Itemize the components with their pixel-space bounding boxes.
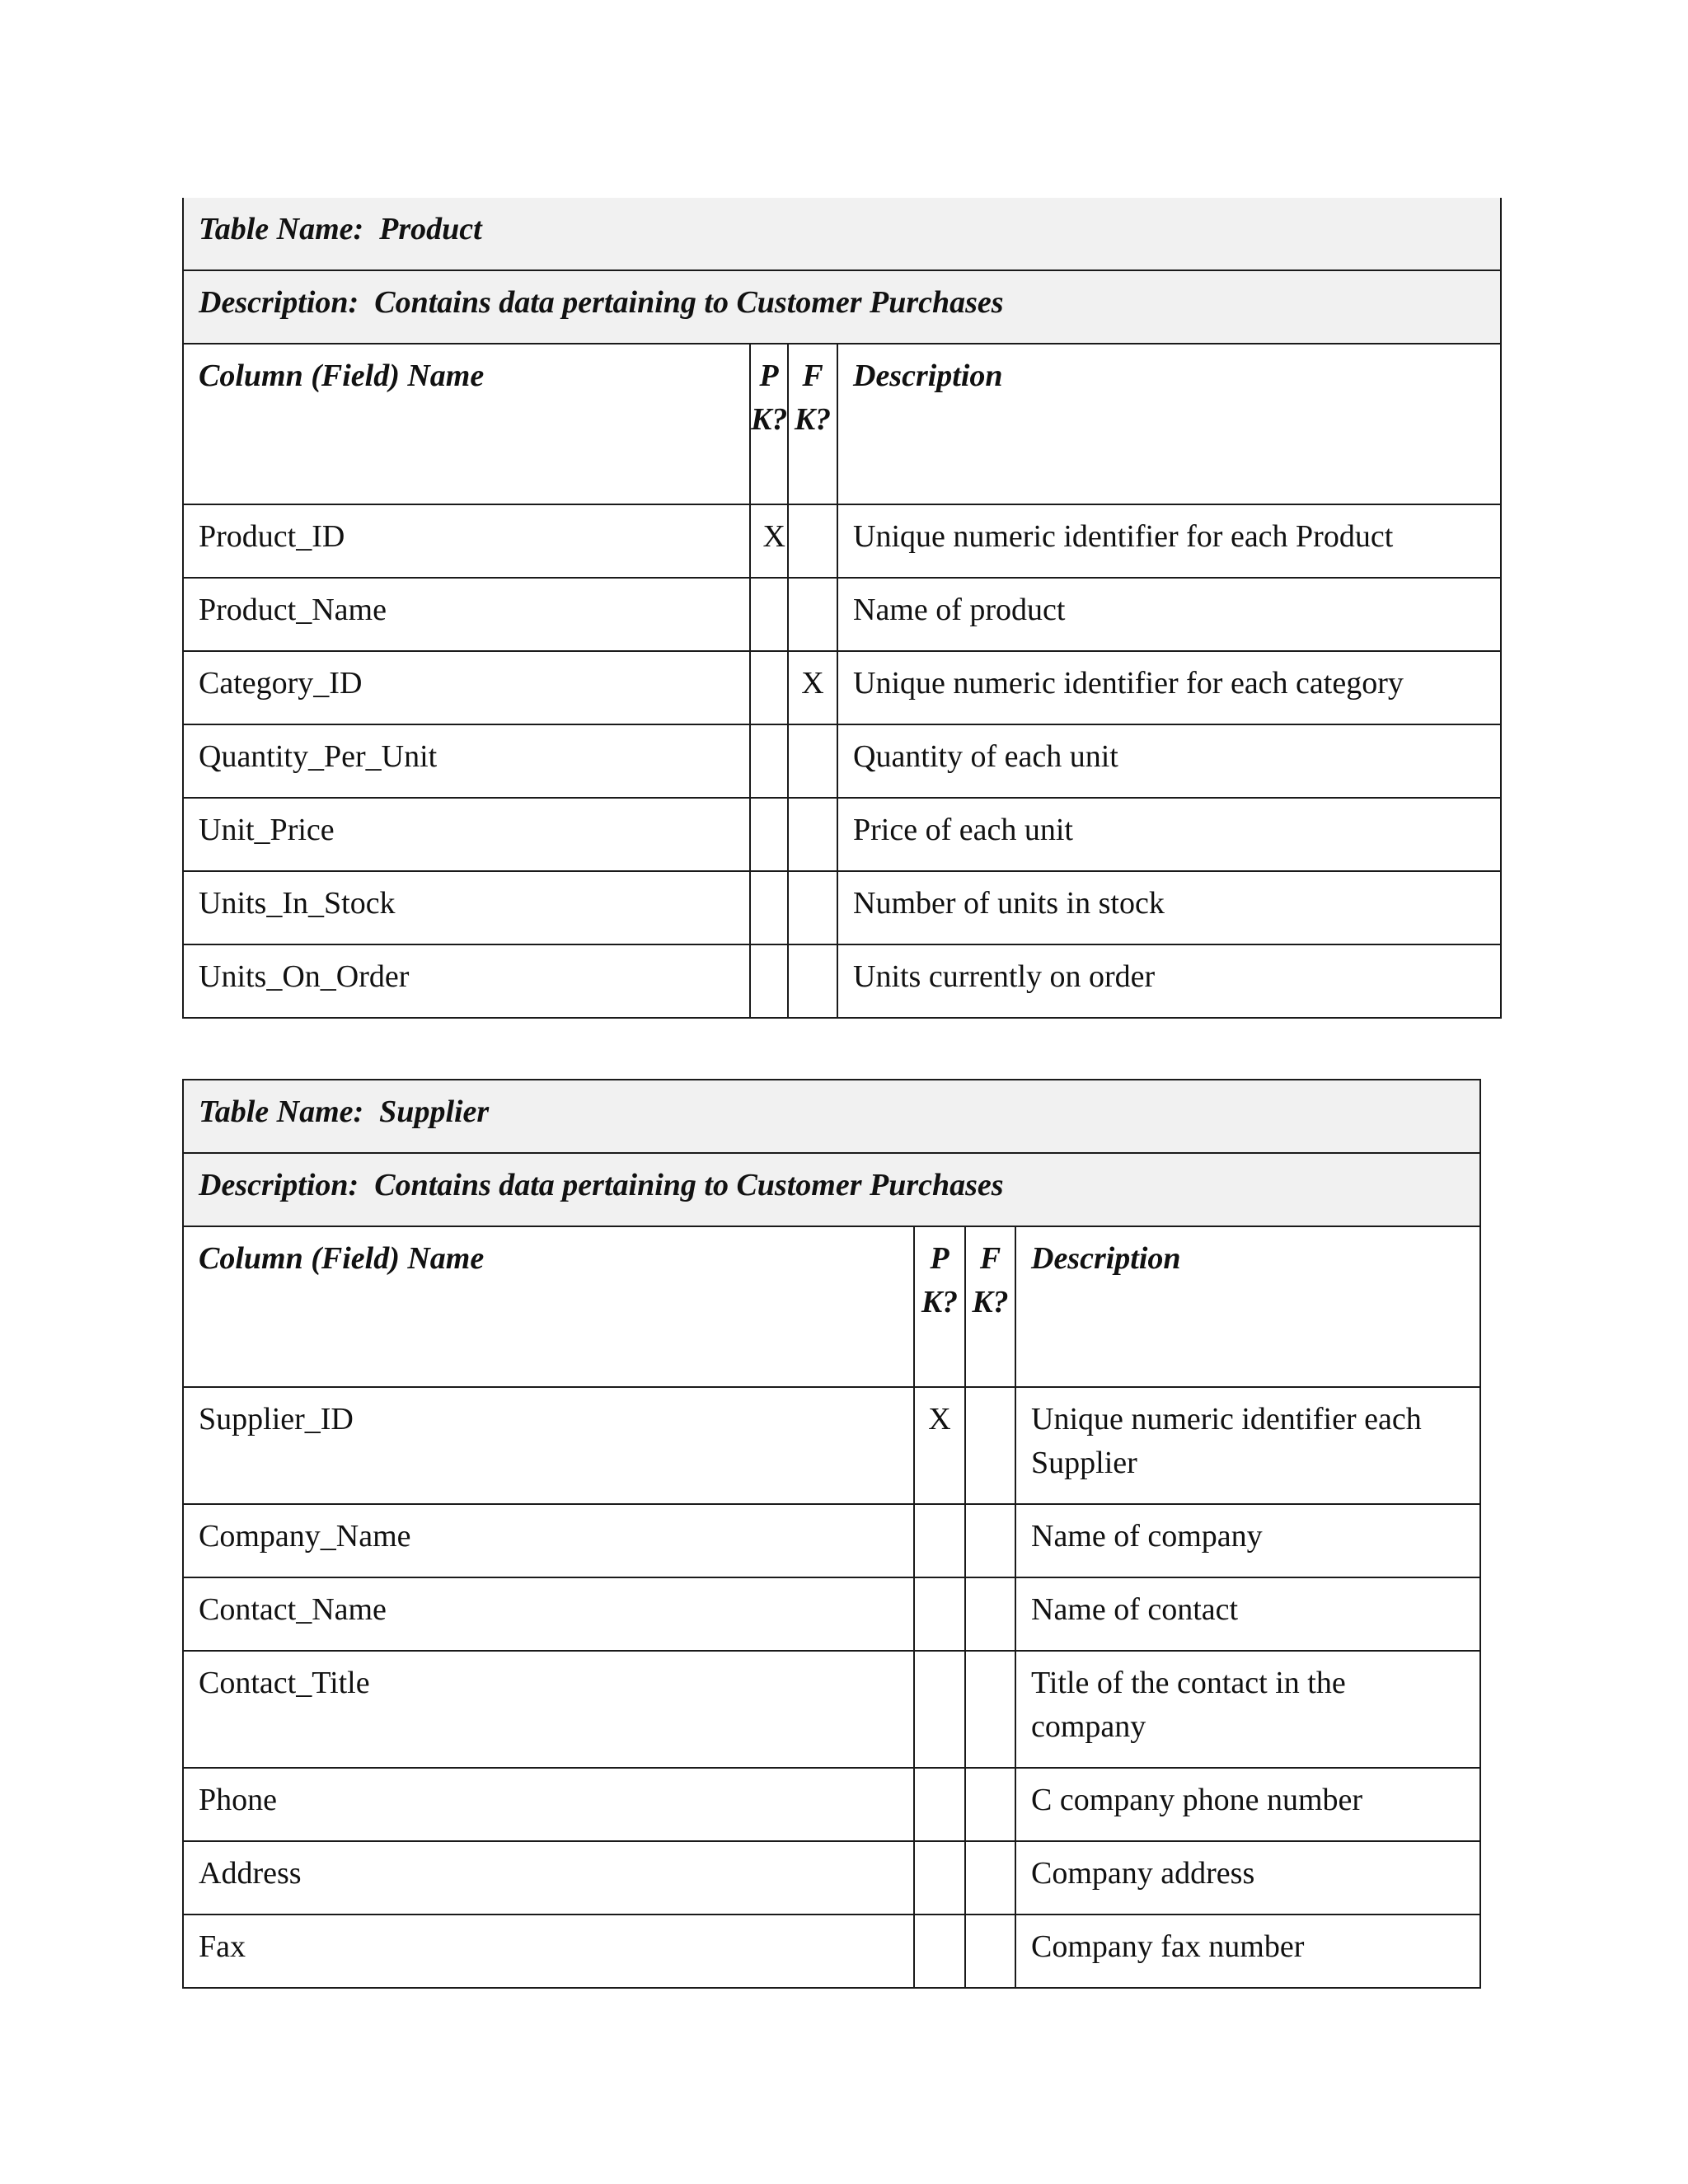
- field-name-cell: Company_Name: [183, 1504, 914, 1577]
- table-description-row: [183, 270, 1501, 344]
- field-description-cell: Unique numeric identifier for each category: [837, 651, 1501, 724]
- table-name-value: Product: [379, 212, 482, 246]
- table-row: [183, 1577, 1480, 1651]
- fk-cell: [965, 1768, 1015, 1841]
- field-description-cell: Company address: [1015, 1841, 1480, 1915]
- table-description-row: [183, 1153, 1480, 1226]
- table-row: [183, 944, 1501, 1018]
- fk-cell: [965, 1651, 1015, 1768]
- field-name-cell: Units_On_Order: [183, 944, 750, 1018]
- table-description-value: Contains data pertaining to Customer Purchases: [374, 1168, 1004, 1202]
- column-name-header: Column (Field) Name: [183, 1226, 914, 1387]
- table-row: [183, 1651, 1480, 1768]
- field-name-cell: Phone: [183, 1768, 914, 1841]
- field-description-cell: Unique numeric identifier for each Product: [837, 504, 1501, 578]
- table-row: [183, 871, 1501, 944]
- table-row: [183, 578, 1501, 651]
- pk-cell: [750, 871, 788, 944]
- description-header: Description: [1015, 1226, 1480, 1387]
- pk-cell: [750, 578, 788, 651]
- field-description-cell: Title of the contact in the company: [1015, 1651, 1480, 1768]
- table-row: [183, 1841, 1480, 1915]
- table-description-cell: [183, 1153, 1480, 1226]
- table-name-row: [183, 1080, 1480, 1153]
- field-name-cell: Contact_Title: [183, 1651, 914, 1768]
- pk-header: PK?: [750, 344, 788, 504]
- field-name-cell: Fax: [183, 1915, 914, 1988]
- pk-cell: [914, 1915, 965, 1988]
- fk-cell: [788, 724, 837, 798]
- pk-cell: [750, 724, 788, 798]
- table-name-label: Table Name:: [199, 1094, 364, 1129]
- table-name-cell: [183, 1080, 1480, 1153]
- pk-header: PK?: [914, 1226, 965, 1387]
- table-name-value: Supplier: [379, 1094, 490, 1129]
- table-name-row: [183, 198, 1501, 270]
- pk-cell: [914, 1841, 965, 1915]
- field-description-cell: Units currently on order: [837, 944, 1501, 1018]
- field-name-cell: Quantity_Per_Unit: [183, 724, 750, 798]
- table-row: [183, 1504, 1480, 1577]
- field-name-cell: Contact_Name: [183, 1577, 914, 1651]
- field-name-cell: Category_ID: [183, 651, 750, 724]
- table-name-cell: [183, 198, 1501, 270]
- table-row: [183, 504, 1501, 578]
- field-description-cell: Number of units in stock: [837, 871, 1501, 944]
- table-description-label: Description:: [199, 285, 359, 320]
- fk-cell: [965, 1387, 1015, 1504]
- pk-cell: [750, 944, 788, 1018]
- description-header: Description: [837, 344, 1501, 504]
- column-header-row: [183, 344, 1501, 504]
- fk-cell: [788, 944, 837, 1018]
- column-name-header: Column (Field) Name: [183, 344, 750, 504]
- product-table: [182, 198, 1502, 1019]
- supplier-table: [182, 1079, 1481, 1989]
- pk-cell: [914, 1577, 965, 1651]
- pk-cell: [914, 1651, 965, 1768]
- pk-cell: [914, 1504, 965, 1577]
- table-description-value: Contains data pertaining to Customer Purchases: [374, 285, 1004, 320]
- field-description-cell: Price of each unit: [837, 798, 1501, 871]
- field-name-cell: Unit_Price: [183, 798, 750, 871]
- field-description-cell: Name of contact: [1015, 1577, 1480, 1651]
- field-description-cell: Name of company: [1015, 1504, 1480, 1577]
- pk-cell: X: [914, 1387, 965, 1504]
- pk-cell: X: [750, 504, 788, 578]
- fk-cell: [965, 1915, 1015, 1988]
- field-name-cell: Product_ID: [183, 504, 750, 578]
- pk-cell: [914, 1768, 965, 1841]
- field-name-cell: Supplier_ID: [183, 1387, 914, 1504]
- field-description-cell: Company fax number: [1015, 1915, 1480, 1988]
- fk-cell: [788, 871, 837, 944]
- field-description-cell: Name of product: [837, 578, 1501, 651]
- field-description-cell: Unique numeric identifier each Supplier: [1015, 1387, 1480, 1504]
- field-name-cell: Address: [183, 1841, 914, 1915]
- fk-cell: X: [788, 651, 837, 724]
- table-name-label: Table Name:: [199, 212, 364, 246]
- fk-cell: [788, 798, 837, 871]
- table-description-label: Description:: [199, 1168, 359, 1202]
- fk-header: FK?: [788, 344, 837, 504]
- pk-cell: [750, 651, 788, 724]
- field-description-cell: C company phone number: [1015, 1768, 1480, 1841]
- table-row: [183, 1768, 1480, 1841]
- table-description-cell: [183, 270, 1501, 344]
- column-header-row: [183, 1226, 1480, 1387]
- fk-cell: [965, 1577, 1015, 1651]
- fk-header: FK?: [965, 1226, 1015, 1387]
- table-row: [183, 724, 1501, 798]
- table-row: [183, 798, 1501, 871]
- table-row: [183, 651, 1501, 724]
- field-name-cell: Product_Name: [183, 578, 750, 651]
- fk-cell: [788, 504, 837, 578]
- field-description-cell: Quantity of each unit: [837, 724, 1501, 798]
- fk-cell: [965, 1504, 1015, 1577]
- fk-cell: [965, 1841, 1015, 1915]
- field-name-cell: Units_In_Stock: [183, 871, 750, 944]
- table-row: [183, 1915, 1480, 1988]
- table-row: [183, 1387, 1480, 1504]
- pk-cell: [750, 798, 788, 871]
- fk-cell: [788, 578, 837, 651]
